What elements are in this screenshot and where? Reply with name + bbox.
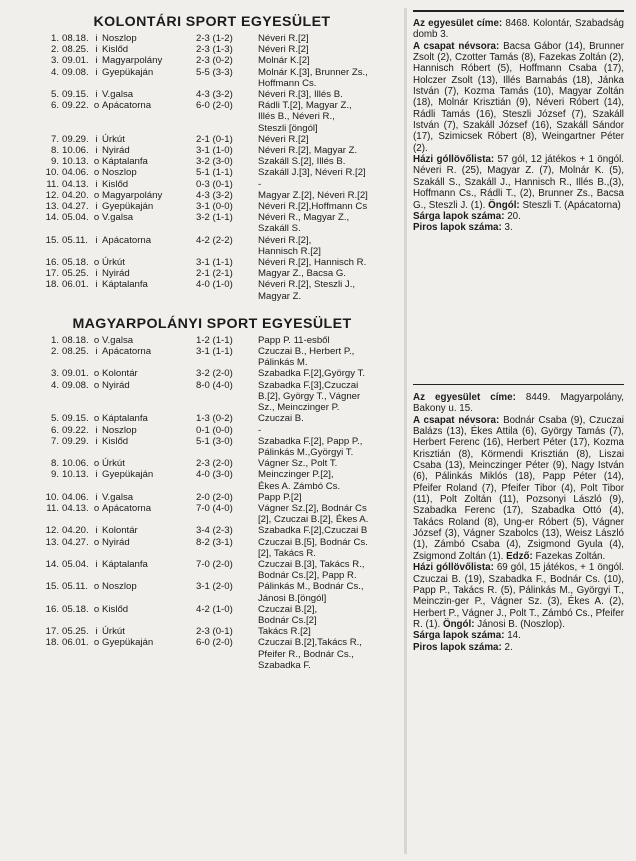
match-date: 05.04.	[62, 212, 89, 224]
match-row	[26, 179, 398, 190]
match-score: 4-3 (3-2)	[196, 189, 233, 201]
match-score: 3-2 (2-0)	[196, 368, 233, 380]
match-opponent: V.galsa	[102, 491, 134, 503]
club2-red-cards: Piros lapok száma: 2.	[413, 641, 513, 653]
match-home-away: o	[93, 257, 100, 269]
match-row	[26, 100, 398, 134]
match-opponent: Káptalanfa	[102, 156, 148, 168]
match-number: 9.	[50, 156, 59, 168]
match-opponent: Gyepükaján	[102, 66, 154, 78]
match-scorers: Néveri R.[2], Hannisch R.[2]	[258, 234, 321, 257]
match-scorers: Szabadka F.[2], Papp P., Pálinkás M.,Györgyi T.	[258, 435, 363, 458]
match-opponent: Gyepükaján	[102, 469, 154, 481]
match-number: 13.	[45, 536, 59, 548]
match-home-away: i	[95, 435, 98, 447]
match-opponent: Úrkút	[102, 626, 125, 638]
match-score: 2-1 (0-1)	[196, 133, 233, 145]
match-score: 0-3 (0-1)	[196, 178, 233, 190]
match-score: 3-4 (2-3)	[196, 525, 233, 537]
match-scorers: Molnár K.[3], Brunner Zs., Hoffmann Cs.	[258, 66, 368, 89]
club1-scorers: Házi góllövőlista: 57 gól, 12 játékos + 1 öngól. Néveri R. (25), Magyar Z. (7), Molnár K. (5), Szakáll S., Szakáll J., Hannisch R., Illés B.,(3), Hoffmann Cs., Rádli T., (2), Brunner Zs., Bacsa G., Steszli J. (1). Öngól: Steszli T. (Apácatorna)	[413, 154, 624, 211]
match-score: 4-0 (3-0)	[196, 469, 233, 481]
match-home-away: o	[93, 536, 100, 548]
match-opponent: V.galsa	[102, 89, 134, 101]
match-number: 9.	[50, 469, 59, 481]
match-score: 5-1 (3-0)	[196, 435, 233, 447]
match-date: 05.18.	[62, 257, 89, 269]
match-score: 6-0 (2-0)	[196, 100, 233, 112]
match-date: 08.25.	[62, 346, 89, 358]
match-scorers: Néveri R.[2]	[258, 44, 309, 56]
match-opponent: Nyirád	[102, 536, 130, 548]
match-home-away: o	[93, 189, 100, 201]
match-row	[26, 257, 398, 268]
match-score: 1-2 (1-1)	[196, 334, 233, 346]
match-date: 08.25.	[62, 44, 89, 56]
match-date: 09.08.	[62, 66, 89, 78]
match-score: 3-1 (1-1)	[196, 346, 233, 358]
match-scorers: Néveri R.[3], Illés B.	[258, 89, 343, 101]
results-column	[26, 14, 398, 671]
match-score: 2-1 (2-1)	[196, 268, 233, 280]
match-date: 05.18.	[62, 603, 89, 615]
match-home-away: i	[95, 201, 98, 213]
match-number: 15.	[45, 234, 59, 246]
match-opponent: Nyirád	[102, 268, 130, 280]
match-row	[26, 33, 398, 44]
match-date: 05.11.	[62, 234, 88, 246]
match-scorers: Néveri R.[2]	[258, 133, 309, 145]
match-date: 09.15.	[62, 89, 89, 101]
match-opponent: Apácatorna	[102, 502, 152, 514]
club1-yellow-cards: Sárga lapok száma: 20.	[413, 210, 521, 222]
match-opponent: Noszlop	[102, 167, 137, 179]
match-score: 8-2 (3-1)	[196, 536, 233, 548]
match-row	[26, 335, 398, 346]
match-date: 04.20.	[62, 189, 89, 201]
match-number: 2.	[50, 346, 59, 358]
match-score: 2-3 (0-1)	[196, 626, 233, 638]
match-row	[26, 368, 398, 379]
match-row	[26, 581, 398, 603]
match-score: 4-3 (3-2)	[196, 89, 233, 101]
match-home-away: o	[93, 379, 100, 391]
match-number: 4.	[50, 66, 59, 78]
match-date: 05.04.	[62, 558, 89, 570]
match-scorers: Rádli T.[2], Magyar Z., Illés B., Néveri R., Steszli [öngól]	[258, 100, 352, 134]
match-number: 2.	[50, 44, 59, 56]
match-score: 4-2 (2-2)	[196, 234, 233, 246]
club2-squad: A csapat névsora: Bodnár Csaba (9), Czuczai Balázs (13), Ékes Attila (6), György Tamás (7), Herbert Ferenc (16), Herbert Péter (17), Kozma Krisztián (8), Körmendi Krisztián (8), Liszai Csaba (13), Meinczinger Péter (9), Nagy István (6), Pálinkás Miklós (18), Papp Péter (14), Pfeifer Roland (7), Pfeifer Tibor (4), Polt Tibor (11), Polt Zoltán (11), Pozsonyi László (9), Szabadka Ferenc (17), Szabadka Ottó (4), Takács Roland (8), Ung-er Róbert (5), Vágner József (3), Vágner Szabolcs (13), Weisz László (1), Zámbó Csaba (4), Zsigmond Gyula (4), Zsigmond Zoltán (1). Edző: Fazekas Zoltán.	[413, 414, 624, 562]
match-home-away: o	[93, 368, 100, 380]
match-row	[26, 425, 398, 436]
match-home-away: o	[93, 167, 100, 179]
club2-title: MAGYARPOLÁNYI SPORT EGYESÜLET	[72, 315, 352, 332]
match-row	[26, 503, 398, 525]
match-number: 10.	[45, 167, 59, 179]
match-row	[26, 167, 398, 178]
match-home-away: i	[95, 133, 98, 145]
match-home-away: i	[95, 626, 98, 638]
match-home-away: o	[93, 581, 100, 593]
match-opponent: Magyarpolány	[102, 55, 163, 67]
match-opponent: Apácatorna	[102, 346, 152, 358]
club1-squad: A csapat névsora: Bacsa Gábor (14), Brunner Zsolt (2), Czotter Tamás (8), Fazekas Zoltán (2), Hannisch Róbert (5), Hoffmann Csaba (17), Holczer Zsolt (13), Illés Barnabás (18), Jánka István (7), Kozma Tamás (10), Magyar Zoltán (18), Molnár Krisztián (9), Néveri Róbert (14), Rádli Tamás (16), Steszli József (7), Szakáll István (7), Szakáll József (16), Szakáll Sándor (17), Szimicsek Róbert (8), Weingartner Péter (2).	[413, 40, 624, 154]
match-score: 2-3 (2-0)	[196, 458, 233, 470]
match-opponent: Kislőd	[102, 603, 129, 615]
match-score: 3-1 (1-1)	[196, 257, 233, 269]
match-date: 10.13.	[62, 156, 89, 168]
match-date: 08.18.	[62, 33, 89, 44]
match-opponent: Noszlop	[102, 33, 137, 44]
match-scorers: Pálinkás M., Bodnár Cs., Jánosi B.[öngól]	[258, 581, 364, 604]
match-scorers: Néveri R.[2], Magyar Z.	[258, 145, 358, 157]
match-opponent: Gyepükaján	[102, 201, 154, 213]
match-number: 18.	[45, 279, 59, 291]
match-scorers: Takács R.[2]	[258, 626, 311, 638]
match-date: 04.27.	[62, 201, 89, 213]
match-opponent: Apácatorna	[102, 234, 152, 246]
match-date: 10.06.	[62, 458, 89, 470]
match-scorers: -	[258, 178, 262, 190]
match-date: 04.13.	[62, 178, 89, 190]
match-row	[26, 134, 398, 145]
match-home-away: o	[93, 212, 100, 224]
match-number: 15.	[45, 581, 59, 593]
match-row	[26, 626, 398, 637]
club1-title: KOLONTÁRI SPORT EGYESÜLET	[93, 14, 331, 30]
match-home-away: i	[95, 33, 98, 44]
match-row	[26, 525, 398, 536]
match-home-away: o	[93, 334, 100, 346]
match-row	[26, 44, 398, 55]
match-home-away: o	[93, 458, 100, 470]
match-home-away: i	[95, 145, 98, 157]
match-date: 09.01.	[62, 55, 89, 67]
match-date: 09.15.	[62, 413, 89, 425]
match-opponent: Apácatorna	[102, 100, 152, 112]
match-date: 05.25.	[62, 626, 89, 638]
match-scorers: Czuczai B., Herbert P., Pálinkás M.	[258, 346, 355, 369]
match-row	[26, 279, 398, 301]
match-date: 10.06.	[62, 145, 89, 157]
match-home-away: i	[95, 89, 98, 101]
match-opponent: Noszlop	[102, 424, 137, 436]
match-opponent: Kolontár	[102, 368, 138, 380]
match-score: 4-2 (1-0)	[196, 603, 233, 615]
match-score: 2-0 (2-0)	[196, 491, 233, 503]
match-row	[26, 235, 398, 257]
match-scorers: Meinczinger P.[2], Ékes A. Zámbó Cs.	[258, 469, 341, 492]
match-home-away: i	[95, 234, 98, 246]
match-opponent: Kislőd	[102, 178, 129, 190]
club1-address: Az egyesület címe: 8468. Kolontár, Szabadság domb 3.	[413, 18, 624, 41]
match-number: 18.	[45, 637, 59, 649]
match-scorers: Vágner Sz.[2], Bodnár Cs [2], Czuczai B.[2], Ékes A.	[258, 502, 369, 526]
match-scorers: Magyar Z., Bacsa G.	[258, 268, 346, 280]
info-box2-top-rule	[413, 384, 624, 385]
match-number: 11.	[46, 502, 59, 514]
club2-info-box	[413, 392, 624, 653]
match-scorers: Szabadka F.[2],György T.	[258, 368, 366, 380]
match-scorers: Papp P. 11-esből	[258, 334, 330, 346]
match-number: 17.	[45, 626, 59, 638]
match-home-away: i	[95, 558, 98, 570]
match-opponent: Káptalanfa	[102, 279, 148, 291]
match-home-away: o	[93, 502, 100, 514]
match-number: 16.	[45, 257, 59, 269]
match-row	[26, 537, 398, 559]
match-opponent: Úrkút	[102, 458, 125, 470]
match-row	[26, 89, 398, 100]
match-scorers: Szakáll J.[3], Néveri R.[2]	[258, 167, 366, 179]
match-row	[26, 458, 398, 469]
match-row	[26, 436, 398, 458]
club1-match-list	[26, 33, 398, 302]
match-number: 7.	[50, 435, 59, 447]
match-number: 5.	[50, 413, 59, 425]
match-date: 04.13.	[62, 502, 89, 514]
match-row	[26, 67, 398, 89]
match-number: 8.	[50, 145, 59, 157]
match-number: 10.	[45, 491, 59, 503]
match-scorers: Néveri R.[2], Steszli J., Magyar Z.	[258, 279, 356, 302]
match-row	[26, 469, 398, 491]
match-row	[26, 346, 398, 368]
match-home-away: i	[95, 66, 98, 78]
match-opponent: V.galsa	[102, 334, 134, 346]
match-opponent: Nyirád	[102, 145, 130, 157]
match-date: 09.29.	[62, 133, 89, 145]
page-gutter-shadow	[404, 8, 407, 854]
match-home-away: i	[95, 268, 98, 280]
match-opponent: Úrkút	[102, 257, 125, 269]
match-date: 09.22.	[62, 424, 89, 436]
match-home-away: o	[93, 156, 100, 168]
match-row	[26, 559, 398, 581]
match-score: 6-0 (2-0)	[196, 637, 233, 649]
match-scorers: Néveri R.[2]	[258, 33, 309, 44]
match-scorers: Czuczai B.	[258, 413, 304, 425]
match-opponent: Káptalanfa	[102, 558, 148, 570]
match-date: 06.01.	[62, 637, 89, 649]
match-opponent: Noszlop	[102, 581, 137, 593]
match-row	[26, 637, 398, 671]
match-score: 3-1 (1-0)	[196, 145, 233, 157]
club1-red-cards: Piros lapok száma: 3.	[413, 222, 513, 234]
match-home-away: i	[95, 279, 98, 291]
club2-yellow-cards: Sárga lapok száma: 14.	[413, 630, 521, 642]
match-row	[26, 212, 398, 234]
match-home-away: i	[95, 44, 98, 56]
match-score: 5-1 (1-1)	[196, 167, 233, 179]
match-date: 04.20.	[62, 525, 89, 537]
match-scorers: Szabadka F.[3],Czuczai B.[2], György T., Vágner Sz., Meinczinger P.	[258, 379, 361, 414]
match-score: 2-3 (1-3)	[196, 44, 233, 56]
match-score: 7-0 (4-0)	[196, 502, 233, 514]
match-date: 09.29.	[62, 435, 89, 447]
match-score: 3-1 (0-0)	[196, 201, 233, 213]
match-home-away: o	[93, 603, 100, 615]
match-home-away: i	[95, 525, 98, 537]
match-row	[26, 268, 398, 279]
match-row	[26, 201, 398, 212]
match-score: 1-3 (0-2)	[196, 413, 233, 425]
match-score: 0-1 (0-0)	[196, 424, 233, 436]
match-number: 1.	[50, 334, 59, 346]
match-number: 14.	[45, 212, 59, 224]
club1-info-box	[413, 18, 624, 234]
match-number: 13.	[45, 201, 59, 213]
match-opponent: Nyirád	[102, 379, 130, 391]
match-score: 8-0 (4-0)	[196, 379, 233, 391]
match-scorers: Czuczai B.[5], Bodnár Cs. [2], Takács R.	[258, 536, 368, 559]
match-row	[26, 190, 398, 201]
match-number: 3.	[50, 55, 59, 67]
match-opponent: Káptalanfa	[102, 413, 148, 425]
match-home-away: i	[95, 424, 98, 436]
match-date: 10.13.	[62, 469, 89, 481]
match-scorers: Néveri R.[2], Hannisch R.	[258, 257, 367, 269]
match-home-away: i	[95, 346, 98, 358]
match-number: 8.	[50, 458, 59, 470]
match-date: 04.06.	[62, 491, 89, 503]
match-score: 3-2 (3-0)	[196, 156, 233, 168]
match-scorers: Szakáll S.[2], Illés B.	[258, 156, 346, 168]
match-scorers: Szabadka F.[2],Czuczai B	[258, 525, 368, 537]
match-score: 4-0 (1-0)	[196, 279, 233, 291]
match-date: 05.25.	[62, 268, 89, 280]
match-opponent: V.galsa	[102, 212, 134, 224]
match-number: 6.	[50, 424, 59, 436]
match-number: 3.	[50, 368, 59, 380]
match-row	[26, 156, 398, 167]
match-number: 4.	[50, 379, 59, 391]
match-score: 7-0 (2-0)	[196, 558, 233, 570]
match-row	[26, 55, 398, 66]
match-row	[26, 492, 398, 503]
match-score: 3-1 (2-0)	[196, 581, 233, 593]
match-scorers: Czuczai B.[3], Takács R., Bodnár Cs.[2], Papp R.	[258, 558, 365, 582]
match-scorers: Czuczai B.[2],Takács R., Pfeifer R., Bodnár Cs., Szabadka F.	[258, 637, 362, 671]
match-date: 09.08.	[62, 379, 89, 391]
match-home-away: i	[95, 178, 98, 190]
match-number: 1.	[50, 33, 59, 44]
match-score: 5-5 (3-3)	[196, 66, 233, 78]
match-home-away: i	[95, 491, 98, 503]
match-row	[26, 604, 398, 626]
info-box1-top-rule	[413, 10, 624, 12]
match-opponent: Gyepükaján	[102, 637, 154, 649]
match-home-away: i	[95, 55, 98, 67]
club2-address: Az egyesület címe: 8449. Magyarpolány, Bakony u. 15.	[413, 392, 624, 415]
match-date: 08.18.	[62, 334, 89, 346]
match-row	[26, 380, 398, 414]
match-number: 12.	[45, 525, 59, 537]
match-home-away: o	[93, 637, 100, 649]
match-score: 2-3 (1-2)	[196, 33, 233, 44]
match-date: 05.11.	[62, 581, 88, 593]
match-number: 14.	[45, 558, 59, 570]
match-date: 06.01.	[62, 279, 89, 291]
match-number: 6.	[50, 100, 59, 112]
match-scorers: Czuczai B.[2], Bodnár Cs.[2]	[258, 603, 318, 626]
match-row	[26, 145, 398, 156]
match-home-away: o	[93, 413, 100, 425]
match-scorers: -	[258, 424, 262, 436]
match-home-away: i	[95, 469, 98, 481]
match-scorers: Vágner Sz., Polt T.	[258, 458, 338, 470]
match-home-away: o	[93, 100, 100, 112]
match-row	[26, 413, 398, 424]
match-opponent: Kolontár	[102, 525, 138, 537]
match-score: 2-3 (0-2)	[196, 55, 233, 67]
match-scorers: Néveri R.[2],Hoffmann Cs	[258, 201, 368, 213]
match-scorers: Molnár K.[2]	[258, 55, 310, 67]
club2-match-list	[26, 335, 398, 671]
match-scorers: Magyar Z.[2], Néveri R.[2]	[258, 189, 368, 201]
match-date: 09.22.	[62, 100, 89, 112]
match-scorers: Papp P.[2]	[258, 491, 302, 503]
match-date: 04.06.	[62, 167, 89, 179]
match-score: 3-2 (1-1)	[196, 212, 233, 224]
match-opponent: Kislőd	[102, 435, 129, 447]
match-scorers: Néveri R., Magyar Z., Szakáll S.	[258, 212, 350, 235]
match-number: 17.	[45, 268, 59, 280]
match-date: 04.27.	[62, 536, 89, 548]
match-opponent: Magyarpolány	[102, 189, 163, 201]
match-number: 12.	[45, 189, 59, 201]
match-number: 5.	[50, 89, 59, 101]
match-number: 11.	[46, 178, 59, 190]
match-date: 09.01.	[62, 368, 89, 380]
match-opponent: Úrkút	[102, 133, 125, 145]
match-number: 7.	[50, 133, 59, 145]
match-number: 16.	[45, 603, 59, 615]
match-opponent: Kislőd	[102, 44, 129, 56]
club2-scorers: Házi góllövőlista: 69 gól, 15 játékos, + 1 öngól. Czuczai B. (19), Szabadka F., Bodnár Cs. (10), Papp P., Takács R. (5), Pálinkás M., Györgyi T., Meinczin-ger P., Vágner Sz. (3), Ékes A. (2), Herbert P., Vágner J., Polt T., Zámbó Cs., Pfeifer R. (1). Öngól: Jánosi B. (Noszlop).	[413, 562, 625, 630]
